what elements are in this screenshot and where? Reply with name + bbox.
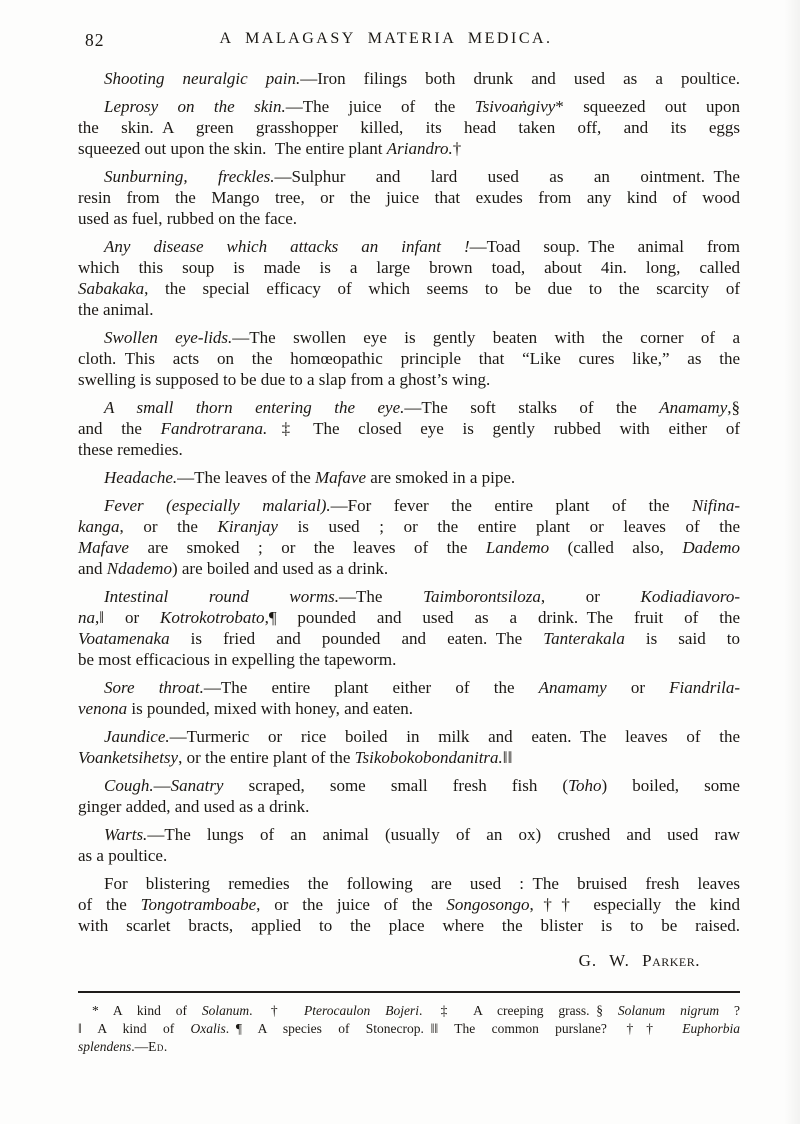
text-run: Fandrotrarana.: [160, 419, 268, 438]
text-run: venona: [78, 699, 128, 718]
text-line: [78, 537, 740, 558]
text-line: [78, 257, 740, 278]
text-run: Warts.: [104, 825, 148, 844]
text-run: Intestinal round worms.: [104, 587, 340, 606]
text-run: Kotrokotrobato: [160, 608, 265, 627]
paragraph: [78, 775, 740, 817]
footnote-divider: [78, 991, 740, 993]
text-run: with scarlet bracts, applied to the place where the blister is to be raised.: [78, 916, 740, 935]
text-run: Nifina-: [691, 496, 740, 515]
text-run: Pterocaulon Bojeri: [304, 1003, 419, 1018]
text-line: [78, 166, 740, 187]
text-run: Songosongo: [446, 895, 530, 914]
text-run: ,†† especially the kind: [529, 895, 740, 914]
text-line: [78, 187, 740, 208]
text-run: splendens: [78, 1039, 132, 1054]
text-run: Taimborontsiloza: [423, 587, 541, 606]
text-run: —The: [339, 587, 424, 606]
text-run: Mafave: [315, 468, 366, 487]
text-run: Oxalis: [190, 1021, 226, 1036]
text-run: Tsivoaṅgivy: [474, 97, 556, 116]
paragraph: [78, 166, 740, 229]
text-run: Ariandro.: [386, 139, 453, 158]
text-run: Sore throat.: [104, 678, 204, 697]
text-run: . ¶ A species of Stonecrop. ‖‖ The common purslane? ††: [225, 1021, 683, 1036]
text-run: is pounded, mixed with honey, and eaten.: [127, 699, 414, 718]
text-run: A small thorn entering the eye.: [104, 398, 405, 417]
text-run: be most efficacious in expelling the tapeworm.: [78, 650, 397, 669]
text-run: these remedies.: [78, 440, 183, 459]
text-run: is used ; or the entire plant or leaves of the: [277, 517, 740, 536]
text-run: ‡ The closed eye is gently rubbed with either of: [267, 419, 740, 438]
text-run: —The leaves of the: [177, 468, 316, 487]
text-line: [78, 726, 740, 747]
text-run: Cough.: [104, 776, 154, 795]
text-line: [78, 439, 740, 460]
text-line: [78, 775, 740, 796]
text-run: ) are boiled and used as a drink.: [171, 559, 389, 578]
text-run: ‖‖: [502, 748, 513, 767]
text-run: Voanketsihetsy: [78, 748, 179, 767]
text-run: used as fuel, rubbed on the face.: [78, 209, 298, 228]
text-run: —Sulphur and lard used as an ointment. The: [274, 167, 740, 186]
text-line: [78, 397, 740, 418]
text-run: or: [606, 678, 670, 697]
text-line: [78, 915, 740, 936]
text-run: ginger added, and used as a drink.: [78, 797, 310, 816]
paragraph: [78, 495, 740, 579]
text-run: ,‖ or: [95, 608, 161, 627]
text-run: and: [78, 559, 107, 578]
page-number: 82: [85, 30, 105, 50]
paragraph: [78, 586, 740, 670]
paragraph: [78, 96, 740, 159]
text-run: Sabakaka: [78, 279, 145, 298]
text-run: squeezed out upon the skin. The entire plant: [78, 139, 387, 158]
paragraph: [78, 677, 740, 719]
page-header: [78, 30, 740, 51]
text-run: For blistering remedies the following are used : The bruised fresh leaves: [104, 874, 740, 893]
text-line: [78, 607, 740, 628]
text-run: (called also,: [549, 538, 683, 557]
text-run: scraped, some small fresh fish (: [223, 776, 569, 795]
text-line: [78, 138, 740, 159]
footnote-line: [78, 1020, 740, 1038]
text-run: Dademo: [682, 538, 740, 557]
text-line: [78, 894, 740, 915]
text-run: Swollen eye-lids.: [104, 328, 233, 347]
body-text: [78, 68, 740, 936]
text-run: Tanterakala: [543, 629, 625, 648]
text-run: —Iron filings both drunk and used as a poultice.: [300, 69, 741, 88]
paragraph: [78, 873, 740, 936]
paragraph: [78, 824, 740, 866]
text-run: Sunburning, freckles.: [104, 167, 275, 186]
text-run: cloth. This acts on the homœopathic principle that “Like cures like,” as the: [78, 349, 740, 368]
text-line: [78, 299, 740, 320]
text-run: —The lungs of an animal (usually of an ox) crushed and used raw: [147, 825, 740, 844]
text-run: Any disease which attacks an infant !: [104, 237, 470, 256]
text-run: G. W.: [578, 951, 643, 970]
text-line: [78, 873, 740, 894]
text-line: [78, 117, 740, 138]
text-run: resin from the Mango tree, or the juice that exudes from any kind of wood: [78, 188, 740, 207]
text-run: Leprosy on the skin.: [104, 97, 286, 116]
text-run: and the: [78, 419, 161, 438]
text-line: [78, 236, 740, 257]
text-run: na: [78, 608, 95, 627]
text-run: , or the entire plant of the: [178, 748, 355, 767]
footnote-line: [78, 1038, 740, 1056]
text-line: [78, 628, 740, 649]
text-line: [78, 824, 740, 845]
text-run: kanga: [78, 517, 120, 536]
paragraph: [78, 726, 740, 768]
text-run: †: [452, 139, 462, 158]
text-run: the skin. A green grasshopper killed, its head taken off, and its eggs: [78, 118, 740, 137]
text-run: Toho: [568, 776, 602, 795]
text-run: Voatamenaka: [78, 629, 170, 648]
footnotes: [78, 1002, 740, 1056]
text-run: which this soup is made is a large brown toad, about 4in. long, called: [78, 258, 740, 277]
text-run: , or the: [119, 517, 218, 536]
paragraph: [78, 327, 740, 390]
text-run: Fiandrila-: [669, 678, 741, 697]
text-run: ,§: [727, 398, 740, 417]
paragraph: [78, 236, 740, 320]
text-run: . ‡ A creeping grass. §: [418, 1003, 618, 1018]
text-run: —The juice of the: [285, 97, 475, 116]
text-run: —The entire plant either of the: [203, 678, 539, 697]
page-content: [78, 30, 740, 1056]
text-line: [78, 348, 740, 369]
text-run: , or the juice of the: [256, 895, 447, 914]
text-line: [78, 747, 740, 768]
text-run: Anamamy: [538, 678, 607, 697]
text-line: [78, 516, 740, 537]
text-run: is said to: [624, 629, 740, 648]
text-line: [78, 677, 740, 698]
text-run: * A kind of: [92, 1003, 202, 1018]
text-run: Kodiadiavoro-: [640, 587, 740, 606]
text-run: are smoked ; or the leaves of the: [128, 538, 486, 557]
text-run: , the special efficacy of which seems to be due to the scarcity of: [144, 279, 740, 298]
text-run: the animal.: [78, 300, 154, 319]
text-run: .—: [131, 1039, 149, 1054]
text-run: Kiranjay: [217, 517, 278, 536]
paragraph: [78, 467, 740, 488]
text-run: —Toad soup. The animal from: [469, 237, 740, 256]
text-run: as a poultice.: [78, 846, 168, 865]
text-line: [78, 649, 740, 670]
text-line: [78, 418, 740, 439]
running-title: A MALAGASY MATERIA MEDICA.: [219, 30, 553, 47]
text-run: . †: [249, 1003, 305, 1018]
text-line: [78, 698, 740, 719]
text-line: [78, 68, 740, 89]
text-run: Solanum nigrum: [617, 1003, 720, 1018]
text-line: [78, 796, 740, 817]
text-run: ‖ A kind of: [78, 1021, 191, 1036]
text-line: [78, 495, 740, 516]
text-run: Ndademo: [106, 559, 172, 578]
text-run: Euphorbia: [682, 1021, 741, 1036]
text-run: ,¶ pounded and used as a drink. The fruit of the: [264, 608, 740, 627]
text-run: Fever (especially malarial).: [104, 496, 331, 515]
paragraph: [78, 397, 740, 460]
text-run: —The soft stalks of the: [404, 398, 660, 417]
text-run: —For fever the entire plant of the: [330, 496, 692, 515]
text-line: [78, 96, 740, 117]
text-run: Parker.: [642, 951, 700, 970]
text-run: Ed.: [148, 1039, 168, 1054]
footnote-line: [78, 1002, 740, 1020]
text-run: , or: [540, 587, 641, 606]
text-line: [78, 369, 740, 390]
text-run: Tongotramboabe: [140, 895, 257, 914]
text-line: [78, 208, 740, 229]
text-run: Solanum: [201, 1003, 250, 1018]
text-run: Tsikobokobondanitra.: [354, 748, 503, 767]
text-line: [78, 278, 740, 299]
text-run: swelling is supposed to be due to a slap from a ghost’s wing.: [78, 370, 491, 389]
text-run: * squeezed out upon: [555, 97, 740, 116]
text-run: ) boiled, some: [601, 776, 740, 795]
text-run: Headache.: [104, 468, 178, 487]
text-line: [78, 558, 740, 579]
author-signature: [78, 950, 740, 971]
text-run: Landemo: [485, 538, 550, 557]
text-run: is fried and pounded and eaten. The: [169, 629, 544, 648]
text-run: are smoked in a pipe.: [366, 468, 516, 487]
text-line: [78, 845, 740, 866]
text-run: Shooting neuralgic pain.: [104, 69, 301, 88]
text-line: [78, 586, 740, 607]
text-run: Jaundice.: [104, 727, 170, 746]
text-run: —Turmeric or rice boiled in milk and eaten. The leaves of the: [169, 727, 740, 746]
text-run: —The swollen eye is gently beaten with the corner of a: [232, 328, 740, 347]
paragraph: [78, 68, 740, 89]
text-run: ?: [719, 1003, 740, 1018]
text-line: [78, 467, 740, 488]
text-run: Anamamy: [659, 398, 728, 417]
text-run: —: [153, 776, 171, 795]
text-run: Sanatry: [170, 776, 224, 795]
text-line: [78, 327, 740, 348]
text-run: of the: [78, 895, 141, 914]
text-run: Mafave: [78, 538, 129, 557]
